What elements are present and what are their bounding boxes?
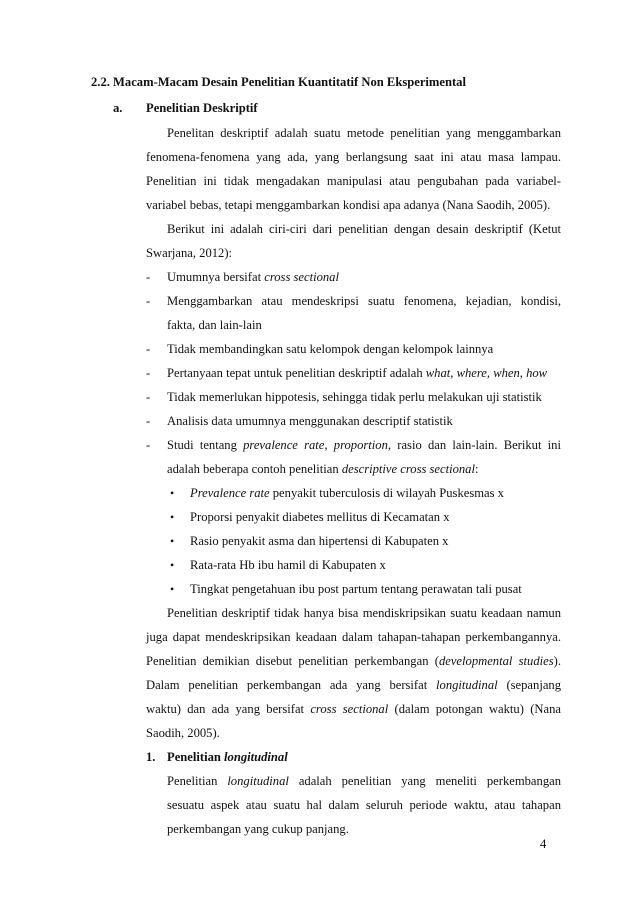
example-item-5: Tingkat pengetahuan ibu post partum tentang perawatan tali pusat [190,582,522,596]
list-dash: - [146,366,151,380]
para2-line1: Berikut ini adalah ciri-ciri dari penelitian dengan desain deskriptif (Ketut [167,222,561,236]
para3-line2: juga dapat mendeskripsikan keadaan dalam tahapan-tahapan perkembangannya. [146,630,561,644]
list-item-ciri-2-cont: fakta, dan lain-lain [167,318,262,332]
para1-line4: variabel bebas, tetapi menggambarkan kondisi apa adanya (Nana Saodih, 2005). [146,198,551,212]
bullet-marker: • [170,582,175,596]
list-dash: - [146,390,151,404]
list-dash: - [146,294,151,308]
example-item-1: Prevalence rate penyakit tuberculosis di wilayah Puskesmas x [190,486,504,500]
para1-line2: fenomena-fenomena yang ada, yang berlangsung saat ini atau masa lampau. [146,150,561,164]
list-dash: - [146,270,151,284]
example-item-3: Rasio penyakit asma dan hipertensi di Kabupaten x [190,534,449,548]
para3-line6: Saodih, 2005). [146,726,220,740]
list-item-ciri-4: Pertanyaan tepat untuk penelitian deskriptif adalah what, where, when, how [167,366,548,380]
para1-line3: Penelitian ini tidak mengadakan manipulasi atau pengubahan pada variabel- [146,174,561,188]
para3-line5: waktu) dan ada yang bersifat cross sectional (dalam potongan waktu) (Nana [146,702,561,716]
list-item-ciri-5: Tidak memerlukan hippotesis, sehingga tidak perlu melakukan uji statistik [167,390,542,404]
list-item-ciri-7: Studi tentang prevalence rate, proportion, rasio dan lain-lain. Berikut ini [167,438,561,452]
numbered-heading-marker: 1. [146,750,156,764]
list-item-ciri-7-cont: adalah beberapa contoh penelitian descriptive cross sectional: [167,462,479,476]
example-item-2: Proporsi penyakit diabetes mellitus di Kecamatan x [190,510,450,524]
numbered-heading-title: Penelitian longitudinal [167,750,288,764]
list-item-ciri-6: Analisis data umumnya menggunakan descriptif statistik [167,414,453,428]
bullet-marker: • [170,510,175,524]
para2-line2: Swarjana, 2012): [146,246,233,260]
page-number: 4 [540,837,547,851]
list-item-ciri-1: Umumnya bersifat cross sectional [167,270,339,284]
example-item-4: Rata-rata Hb ibu hamil di Kabupaten x [190,558,386,572]
subsection-marker: a. [113,101,123,115]
section-heading: 2.2. Macam-Macam Desain Penelitian Kuantitatif Non Eksperimental [91,75,466,89]
bullet-marker: • [170,558,175,572]
para1-line1: Penelitan deskriptif adalah suatu metode penelitian yang menggambarkan [167,126,561,140]
list-dash: - [146,414,151,428]
para3-line1: Penelitian deskriptif tidak hanya bisa mendiskripsikan suatu keadaan namun [167,606,561,620]
list-dash: - [146,438,151,452]
list-item-ciri-2: Menggambarkan atau mendeskripsi suatu fenomena, kejadian, kondisi, [167,294,561,308]
sub1-line2: sesuatu aspek atau suatu hal dalam seluruh periode waktu, atau tahapan [167,798,561,812]
sub1-line1: Penelitian longitudinal adalah penelitian yang meneliti perkembangan [167,774,561,788]
para3-line4: Dalam penelitian perkembangan ada yang bersifat longitudinal (sepanjang [146,678,562,692]
bullet-marker: • [170,534,175,548]
bullet-marker: • [170,486,175,500]
sub1-line3: perkembangan yang cukup panjang. [167,822,349,836]
list-dash: - [146,342,151,356]
subsection-title: Penelitian Deskriptif [146,101,258,115]
para3-line3: Penelitian demikian disebut penelitian perkembangan (developmental studies). [146,654,561,668]
list-item-ciri-3: Tidak membandingkan satu kelompok dengan kelompok lainnya [167,342,494,356]
